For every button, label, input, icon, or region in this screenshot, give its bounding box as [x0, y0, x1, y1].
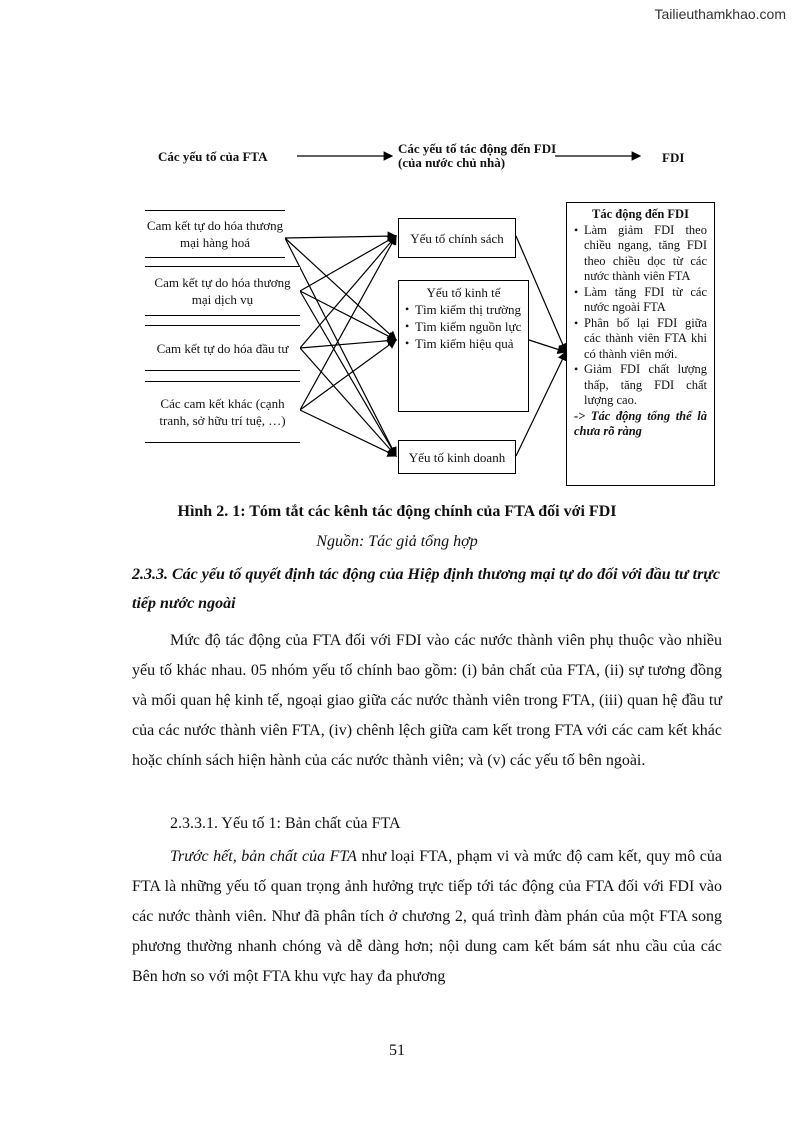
flow-label-fta-factors: Các yếu tố của FTA — [158, 149, 268, 164]
impact-item: • Làm giảm FDI theo chiều ngang, tăng FDI theo chiều dọc từ các nước thành viên FTA — [574, 223, 707, 285]
page-number: 51 — [389, 1042, 405, 1059]
impact-item: • Phân bổ lại FDI giữa các thành viên FTA khi có thành viên mới. — [574, 316, 707, 363]
economic-item: • Tìm kiếm hiệu quả — [405, 335, 522, 352]
right-box-impact — [566, 202, 715, 486]
middle-box-business — [398, 440, 516, 474]
link-l3-biz — [300, 348, 396, 456]
link-l1-policy — [285, 236, 396, 238]
left-box-other-text: Các cam kết khác (cạnh tranh, sở hữu trí tuệ, …) — [159, 396, 286, 428]
middle-box-policy-text: Yếu tố chính sách — [410, 230, 504, 246]
figure-caption: Hình 2. 1: Tóm tắt các kênh tác động chính của FTA đối với FDI — [177, 503, 617, 520]
paragraph-1: Mức độ tác động của FTA đối với FDI vào các nước thành viên phụ thuộc vào nhiều yếu tố khác nhau. 05 nhóm yếu tố chính bao gồm: (i) bản chất của FTA, (ii) sự tương đồng và mối quan hệ kinh tế, ngoại giao giữa các nước thành viên trong FTA, (iii) quan hệ đầu tư của các nước thành viên FTA, (iv) chênh lệch giữa cam kết trong FTA với các cam kết khác hoặc chính sách hiện hành của các nước thành viên; và (v) các yếu tố bên ngoài. — [132, 632, 722, 769]
left-box-goods — [145, 210, 285, 258]
paragraph-2 — [132, 842, 722, 992]
left-box-investment — [145, 325, 300, 371]
impact-item: • Giảm FDI chất lượng thấp, tăng FDI chất lượng cao. — [574, 362, 707, 409]
impact-conclusion: -> Tác động tổng thể là chưa rõ ràng — [574, 408, 707, 438]
link-l4-biz — [300, 410, 396, 456]
link-l3-policy — [300, 236, 396, 348]
paragraph-2-italic: Trước hết, bản chất của FTA — [170, 848, 357, 865]
link-econ-fdi — [529, 340, 566, 352]
middle-box-economic — [398, 280, 529, 412]
impact-item: • Làm tăng FDI từ các nước ngoài FTA — [574, 285, 707, 316]
left-box-investment-text: Cam kết tự do hóa đầu tư — [156, 340, 289, 356]
link-l1-econ — [285, 238, 396, 340]
middle-box-policy — [398, 218, 516, 258]
left-box-goods-text: Cam kết tự do hóa thương mại hàng hoá — [146, 218, 284, 250]
paragraph-2-text: như loại FTA, phạm vi và mức độ cam kết, quy mô của FTA là những yếu tố quan trọng ảnh hưởng trực tiếp tới tác động của FTA đối với FDI vào các nước thành viên. Như đã phân tích ở chương 2, quá trình đàm phán của một FTA song phương thường nhanh chóng và dễ dàng hơn; nội dung cam kết bám sát nhu cầu của các Bên hơn so với một FTA khu vực hay đa phương — [132, 848, 723, 985]
section-heading: 2.3.3. Các yếu tố quyết định tác động của Hiệp định thương mại tự do đối với đầu tư trực tiếp nước ngoài — [132, 566, 720, 612]
economic-item: • Tìm kiếm thị trường — [405, 301, 522, 318]
impact-title: Tác động đến FDI — [592, 207, 689, 221]
left-box-other — [145, 381, 300, 443]
link-l1-biz — [285, 238, 396, 456]
flow-label-fdi-factors: Các yếu tố tác động đến FDI (của nước chủ nhà) — [398, 141, 557, 170]
middle-box-business-text: Yếu tố kinh doanh — [408, 449, 506, 465]
link-l3-econ — [300, 340, 396, 348]
figure-source: Nguồn: Tác giả tổng hợp — [316, 533, 478, 550]
link-l4-policy — [300, 236, 396, 410]
link-l2-policy — [300, 236, 396, 291]
economic-item: • Tìm kiếm nguồn lực — [405, 318, 522, 335]
economic-title: Yếu tố kinh tế — [426, 285, 501, 300]
flow-label-fdi: FDI — [662, 150, 685, 165]
link-l4-econ — [300, 340, 396, 410]
left-box-services-text: Cam kết tự do hóa thương mại dịch vụ — [154, 275, 291, 307]
watermark-text: Tailieuthamkhao.com — [654, 6, 786, 22]
subsection-heading: 2.3.3.1. Yếu tố 1: Bản chất của FTA — [170, 815, 401, 832]
left-box-services — [145, 266, 300, 316]
